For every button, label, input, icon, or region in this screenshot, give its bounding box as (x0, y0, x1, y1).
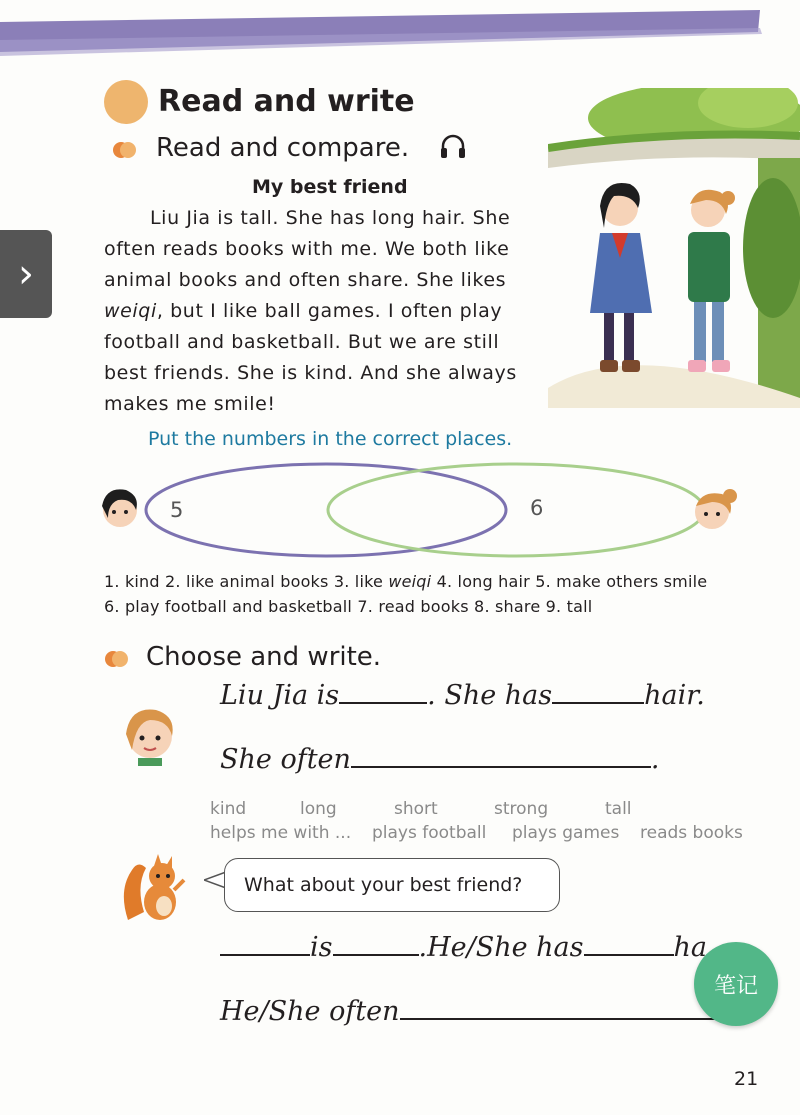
story-italic-word: weiqi (104, 300, 157, 322)
story-line: best friends. She is kind. And she always (104, 362, 517, 384)
venn-left-answer[interactable]: 5 (170, 498, 184, 522)
story-line (104, 296, 552, 327)
word-option: plays football (372, 823, 487, 843)
options-text: 4. long hair 5. make others smile (431, 572, 708, 591)
blank-field[interactable] (339, 702, 427, 704)
top-banner (0, 0, 800, 60)
venn-diagram (96, 456, 746, 566)
speech-bubble-text: What about your best friend? (244, 874, 523, 896)
word-option: plays games (512, 823, 620, 843)
options-text: 1. kind 2. like animal books 3. like (104, 572, 389, 591)
friends-illustration (548, 88, 800, 408)
sentence-text: .He/She has (418, 932, 584, 963)
squirrel-icon (118, 850, 190, 924)
story-text (104, 203, 552, 420)
next-page-button[interactable] (0, 230, 52, 318)
story-line: animal books and often share. She likes (104, 269, 507, 291)
blank-field[interactable] (220, 954, 310, 956)
sentence-4 (220, 996, 730, 1027)
blank-field[interactable] (351, 766, 651, 768)
page-number: 21 (734, 1068, 759, 1090)
venn-instruction: Put the numbers in the correct places. (148, 428, 513, 450)
bullet-dot-icon (104, 650, 130, 668)
girl-avatar-icon (116, 700, 182, 766)
section-heading-read-compare: Read and compare. (156, 133, 410, 163)
sentence-text: Liu Jia is (220, 680, 340, 711)
blank-field[interactable] (552, 702, 644, 704)
options-italic: weiqi (388, 572, 432, 591)
story-line: makes me smile! (104, 393, 276, 415)
section-heading-choose-write: Choose and write. (146, 642, 382, 672)
bullet-dot-icon (112, 141, 138, 159)
word-option: long (300, 799, 337, 819)
blank-field[interactable] (584, 954, 674, 956)
story-line-rest: , but I like ball games. I often play (156, 300, 503, 322)
sentence-text: . She has (427, 680, 553, 711)
story-line: football and basketball. But we are still (104, 331, 500, 353)
story-line: often reads books with me. We both like (104, 238, 510, 260)
blank-field[interactable] (333, 954, 419, 956)
options-line-2: 6. play football and basketball 7. read books 8. share 9. tall (104, 597, 593, 616)
blank-field[interactable] (400, 1018, 730, 1020)
venn-left-circle (146, 464, 506, 556)
options-line-1 (104, 572, 707, 591)
word-option: reads books (640, 823, 743, 843)
girl-face-right-icon (695, 489, 737, 529)
venn-right-answer[interactable]: 6 (530, 496, 544, 520)
word-option: short (394, 799, 438, 819)
chevron-right-icon: › (18, 251, 34, 297)
story-line: Liu Jia is tall. She has long hair. She (150, 207, 511, 229)
sentence-2 (220, 744, 660, 775)
headphones-icon[interactable] (438, 132, 468, 162)
sentence-text: . (650, 744, 660, 775)
page-title: Read and write (158, 84, 415, 119)
sentence-text: hair. (644, 680, 705, 711)
word-option: tall (605, 799, 632, 819)
sentence-text: She often (220, 744, 351, 775)
sentence-text: is (310, 932, 333, 963)
sentence-1 (220, 680, 705, 711)
sentence-text: ha (673, 932, 707, 963)
word-option: kind (210, 799, 247, 819)
story-title: My best friend (252, 176, 408, 198)
notes-button[interactable]: 笔记 (694, 942, 778, 1026)
section-dot-icon (104, 80, 148, 124)
girl-face-left-icon (102, 489, 137, 527)
word-option: strong (494, 799, 549, 819)
venn-right-circle (328, 464, 704, 556)
sentence-3 (220, 932, 707, 963)
word-option: helps me with ... (210, 823, 352, 843)
sentence-text: He/She often (220, 996, 400, 1027)
